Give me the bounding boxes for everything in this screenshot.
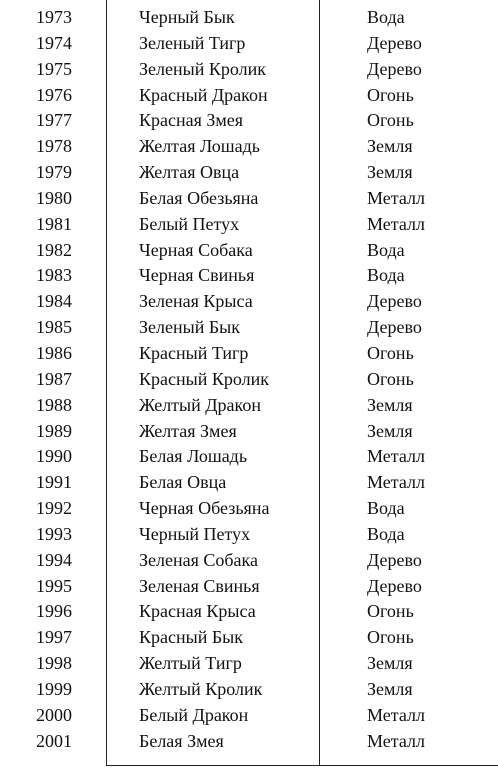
table-row xyxy=(0,496,498,522)
year-cell: 1992 xyxy=(36,498,72,519)
element-cell: Металл xyxy=(367,704,425,725)
year-cell: 1993 xyxy=(36,523,72,544)
year-cell: 1982 xyxy=(36,239,72,260)
year-cell: 1984 xyxy=(36,291,72,312)
table-row xyxy=(0,57,498,83)
year-cell: 1974 xyxy=(36,32,72,53)
table-row xyxy=(0,574,498,600)
element-cell: Огонь xyxy=(367,342,414,363)
animal-cell: Желтый Тигр xyxy=(139,653,242,674)
element-cell: Металл xyxy=(367,472,425,493)
animal-cell: Красная Змея xyxy=(139,110,244,131)
zodiac-year-table xyxy=(0,5,498,754)
element-cell: Огонь xyxy=(367,368,414,389)
year-cell: 1985 xyxy=(36,317,72,338)
element-cell: Огонь xyxy=(367,110,414,131)
animal-cell: Зеленая Крыса xyxy=(139,291,253,312)
table-row xyxy=(0,315,498,341)
year-cell: 1977 xyxy=(36,110,72,131)
year-cell: 1979 xyxy=(36,162,72,183)
year-cell: 1981 xyxy=(36,213,72,234)
table-row xyxy=(0,212,498,238)
element-cell: Металл xyxy=(367,187,425,208)
element-cell: Дерево xyxy=(367,317,422,338)
animal-cell: Черная Собака xyxy=(139,239,253,260)
element-cell: Вода xyxy=(367,265,405,286)
animal-cell: Черный Петух xyxy=(139,523,251,544)
animal-cell: Белый Петух xyxy=(139,213,240,234)
table-row xyxy=(0,599,498,625)
year-cell: 1988 xyxy=(36,394,72,415)
table-row xyxy=(0,238,498,264)
animal-cell: Черный Бык xyxy=(139,7,235,27)
year-cell: 1998 xyxy=(36,653,72,674)
animal-cell: Красный Тигр xyxy=(139,342,249,363)
table-row xyxy=(0,367,498,393)
year-cell: 2000 xyxy=(36,704,72,725)
element-cell: Вода xyxy=(367,523,405,544)
table-bottom-rule xyxy=(106,765,498,766)
animal-cell: Красная Крыса xyxy=(139,601,256,622)
table-row xyxy=(0,444,498,470)
table-row xyxy=(0,522,498,548)
element-cell: Земля xyxy=(367,420,413,441)
animal-cell: Красный Дракон xyxy=(139,84,268,105)
animal-cell: Белый Дракон xyxy=(139,704,249,725)
table-row xyxy=(0,625,498,651)
animal-cell: Желтая Змея xyxy=(139,420,237,441)
year-cell: 1999 xyxy=(36,678,72,699)
element-cell: Дерево xyxy=(367,58,422,79)
element-cell: Огонь xyxy=(367,627,414,648)
animal-cell: Белая Лошадь xyxy=(139,446,248,467)
year-cell: 1983 xyxy=(36,265,72,286)
year-cell: 1980 xyxy=(36,187,72,208)
year-cell: 1975 xyxy=(36,58,72,79)
element-cell: Металл xyxy=(367,730,425,751)
element-cell: Вода xyxy=(367,239,405,260)
element-cell: Дерево xyxy=(367,549,422,570)
animal-cell: Зеленая Собака xyxy=(139,549,258,570)
year-cell: 1987 xyxy=(36,368,72,389)
table-row xyxy=(0,5,498,31)
table-row xyxy=(0,548,498,574)
animal-cell: Желтый Кролик xyxy=(139,678,263,699)
animal-cell: Белая Обезьяна xyxy=(139,187,259,208)
element-cell: Огонь xyxy=(367,601,414,622)
table-row xyxy=(0,263,498,289)
animal-cell: Зеленая Свинья xyxy=(139,575,260,596)
table-row xyxy=(0,289,498,315)
element-cell: Земля xyxy=(367,678,413,699)
element-cell: Металл xyxy=(367,446,425,467)
element-cell: Дерево xyxy=(367,32,422,53)
animal-cell: Зеленый Тигр xyxy=(139,32,246,53)
element-cell: Земля xyxy=(367,394,413,415)
table-row xyxy=(0,651,498,677)
year-cell: 1996 xyxy=(36,601,72,622)
animal-cell: Красный Кролик xyxy=(139,368,269,389)
animal-cell: Желтая Лошадь xyxy=(139,136,261,157)
animal-cell: Зеленый Бык xyxy=(139,317,241,338)
animal-cell: Черная Свинья xyxy=(139,265,255,286)
year-cell: 1978 xyxy=(36,136,72,157)
table-row xyxy=(0,134,498,160)
table-row xyxy=(0,470,498,496)
table-row xyxy=(0,393,498,419)
table-row xyxy=(0,160,498,186)
year-cell: 1986 xyxy=(36,342,72,363)
element-cell: Огонь xyxy=(367,84,414,105)
element-cell: Дерево xyxy=(367,575,422,596)
year-cell: 1995 xyxy=(36,575,72,596)
table-row xyxy=(0,83,498,109)
table-row xyxy=(0,677,498,703)
year-cell: 1973 xyxy=(36,7,72,27)
year-cell: 1994 xyxy=(36,549,72,570)
animal-cell: Красный Бык xyxy=(139,627,244,648)
element-cell: Земля xyxy=(367,653,413,674)
table-row xyxy=(0,341,498,367)
animal-cell: Белая Змея xyxy=(139,730,224,751)
year-cell: 1997 xyxy=(36,627,72,648)
element-cell: Металл xyxy=(367,213,425,234)
animal-cell: Зеленый Кролик xyxy=(139,58,266,79)
year-cell: 1989 xyxy=(36,420,72,441)
year-cell: 1991 xyxy=(36,472,72,493)
element-cell: Дерево xyxy=(367,291,422,312)
element-cell: Земля xyxy=(367,162,413,183)
table-row xyxy=(0,186,498,212)
table-row xyxy=(0,419,498,445)
element-cell: Вода xyxy=(367,7,405,27)
table-row xyxy=(0,108,498,134)
animal-cell: Желтая Овца xyxy=(139,162,240,183)
animal-cell: Желтый Дракон xyxy=(139,394,262,415)
table-row xyxy=(0,729,498,755)
element-cell: Вода xyxy=(367,498,405,519)
table-row xyxy=(0,703,498,729)
year-cell: 2001 xyxy=(36,730,72,751)
animal-cell: Черная Обезьяна xyxy=(139,498,270,519)
year-cell: 1990 xyxy=(36,446,72,467)
element-cell: Земля xyxy=(367,136,413,157)
table-row xyxy=(0,31,498,57)
year-cell: 1976 xyxy=(36,84,72,105)
animal-cell: Белая Овца xyxy=(139,472,227,493)
